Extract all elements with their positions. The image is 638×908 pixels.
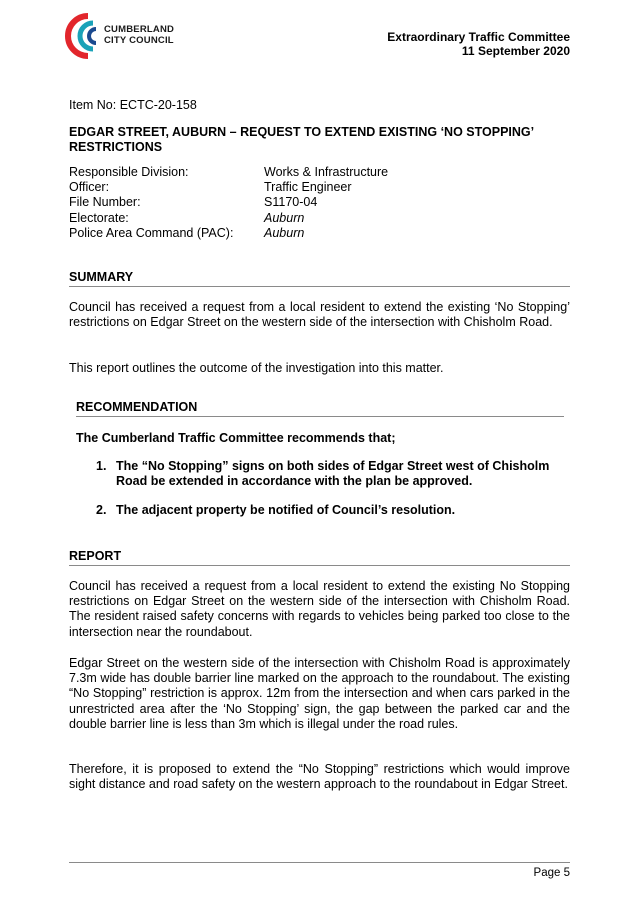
report-heading: REPORT [69, 549, 122, 563]
meta-value: Auburn [264, 210, 305, 225]
summary-paragraph-1: Council has received a request from a local resident to extend the existing ‘No Stopping’ restrictions on Edgar Street on the western side of the intersection with Chisholm Road. [69, 300, 570, 330]
list-item-number: 2. [96, 503, 107, 518]
list-item-number: 1. [96, 459, 107, 473]
item-number: Item No: ECTC-20-158 [69, 98, 197, 112]
meta-label: File Number: [69, 195, 141, 210]
council-name-line1: CUMBERLAND [104, 24, 175, 35]
meta-row [69, 165, 388, 180]
report-title: EDGAR STREET, AUBURN – REQUEST TO EXTEND EXISTING ‘NO STOPPING’ RESTRICTIONS [69, 125, 534, 154]
meta-label: Officer: [69, 180, 110, 195]
summary-divider [69, 286, 570, 287]
meta-row [69, 180, 388, 195]
report-paragraph-3: Therefore, it is proposed to extend the “No Stopping” restrictions which would improve sight distance and road safety on the western approach to the roundabout in Edgar Street. [69, 762, 570, 792]
recommendation-intro: The Cumberland Traffic Committee recommends that; [76, 431, 396, 445]
meta-value: Traffic Engineer [264, 180, 352, 195]
report-divider [69, 565, 570, 566]
page-number: Page 5 [533, 867, 570, 879]
council-name-line2: CITY COUNCIL [104, 35, 174, 46]
meta-value: Auburn [264, 225, 305, 240]
list-item-text: The adjacent property be notified of Council’s resolution. [116, 503, 456, 518]
meta-label: Responsible Division: [69, 165, 189, 179]
meta-label: Police Area Command (PAC): [69, 225, 234, 240]
recommendation-heading: RECOMMENDATION [76, 400, 198, 414]
report-paragraph-1: Council has received a request from a local resident to extend the existing No Stopping restrictions on Edgar Street on the western side of the intersection with Chisholm Road. The resident raised safety concerns with regards to vehicles being parked too close to the intersection near the roundabout. [69, 579, 570, 639]
list-item [96, 459, 568, 489]
meta-row [69, 195, 388, 210]
recommendation-divider [76, 416, 564, 417]
report-metadata [69, 165, 388, 241]
meta-row [69, 226, 388, 241]
meeting-date: 11 September 2020 [461, 44, 570, 58]
document-header [387, 30, 570, 58]
footer-divider [69, 862, 570, 863]
report-paragraph-2: Edgar Street on the western side of the intersection with Chisholm Road is approximately 7.3m wide has double barrier line marked on the approach to the roundabout. The existing “No Stopping” restriction is approx. 12m from the intersection and when cars parked in the unrestricted area after the ‘No Stopping’ sign, the gap between the parked car and the double barrier line is less than 3m which is illegal under the road rules. [69, 656, 570, 731]
list-item [96, 503, 568, 518]
summary-heading: SUMMARY [69, 270, 134, 284]
recommendation-list [96, 459, 568, 519]
summary-paragraph-2: This report outlines the outcome of the investigation into this matter. [69, 361, 444, 375]
meta-label: Electorate: [69, 210, 129, 225]
meta-value: S1170-04 [264, 195, 318, 210]
council-name [104, 24, 174, 46]
meta-row [69, 211, 388, 226]
committee-name: Extraordinary Traffic Committee [387, 30, 570, 44]
meta-value: Works & Infrastructure [264, 165, 389, 179]
list-item-text: The “No Stopping” signs on both sides of Edgar Street west of Chisholm Road be extended in accordance with the plan be approved. [116, 459, 550, 489]
